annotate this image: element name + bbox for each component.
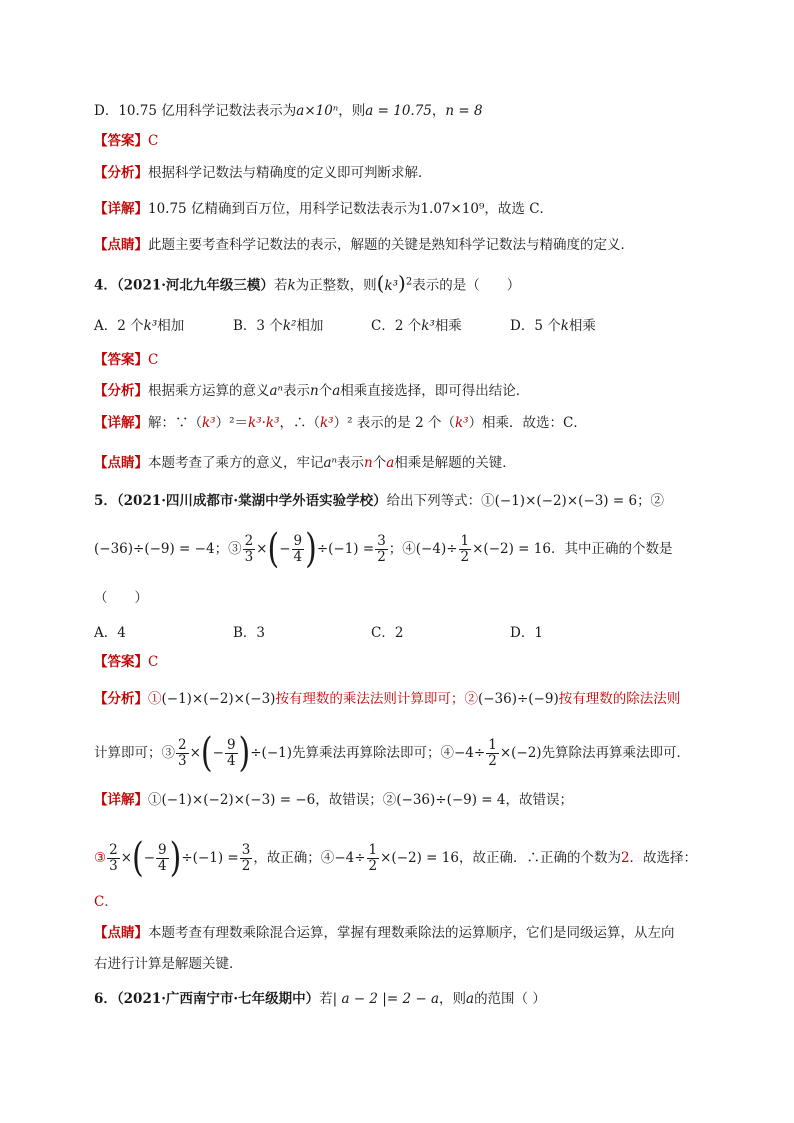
answer-value: C: [148, 133, 159, 149]
fraction-2-3: $\frac{2}{3}$: [244, 533, 254, 565]
comment-tag: 【点睛】: [94, 237, 148, 253]
fraction-3-2: $\frac{3}{2}$: [377, 533, 386, 565]
option-d-line: D．10.75 亿用科学记数法表示为a×10ⁿ，则a = 10.75，n = 8: [94, 103, 483, 119]
q5-paren: （ ）: [94, 590, 148, 606]
q5-option-b: B．3: [233, 625, 266, 641]
q4-option-a: A．2 个k³相加: [94, 318, 185, 334]
q5-analysis: 【分析】①(−1)×(−2)×(−3)按有理数的乘法法则计算即可；②(−36)÷(−9)按有理数的除法法则: [94, 691, 681, 707]
q5-answer: 【答案】C: [94, 654, 159, 670]
q4-comment: 【点睛】本题考查了乘方的意义，牢记aⁿ表示n个a相乘是解题的关键．: [94, 455, 516, 471]
q6-source: （2021·广西南宁市·七年级期中）: [116, 991, 320, 1007]
q5-heading: 5．（2021·四川成都市·棠湖中学外语实验学校）给出下列等式：①(−1)×(−2)×(−3) = 6；②: [94, 493, 665, 509]
analysis-tag: 【分析】: [94, 165, 148, 181]
q5-option-a: A．4: [94, 625, 126, 641]
q5-detail-line2: ③ $\frac{2}{3}$ ×(− $\frac{9}{4}$ )÷(−1) = $\frac{3}{2}$ ，故正确；④−4÷ $\frac{1}{2}$ ×(−2) = 16，故正确．∴正确的个数为2．故选择：: [94, 834, 698, 882]
math-a10n: a×10ⁿ: [296, 103, 339, 119]
q4-answer: 【答案】C: [94, 352, 159, 368]
q5-detail: 【详解】①(−1)×(−2)×(−3) = −6，故错误；②(−36)÷(−9) = 4，故错误；: [94, 792, 573, 808]
q4-option-b: B．3 个k²相加: [233, 318, 324, 334]
q4-heading: 4．（2021·河北九年级三模）若k为正整数，则$(k^3)^2$表示的是（ ）: [94, 270, 521, 295]
q4-detail: 【详解】解：∵（k³）²＝k³·k³，∴（k³）² 表示的是 2 个（k³）相乘．故选：C．: [94, 415, 587, 431]
q5-comment-line2: 右进行计算是解题关键．: [94, 956, 243, 972]
answer-tag: 【答案】: [94, 133, 148, 149]
q4-source: （2021·河北九年级三模）: [116, 277, 274, 294]
fraction-9-4: $\frac{9}{4}$: [293, 533, 303, 565]
q4-analysis: 【分析】根据乘方运算的意义aⁿ表示n个a相乘直接选择，即可得出结论．: [94, 383, 530, 399]
q3-answer: [94, 131, 158, 151]
q5-comment: 【点睛】本题考查有理数乘除混合运算，掌握有理数乘除法的运算顺序，它们是同级运算，从左向: [94, 925, 675, 941]
q3-analysis: 【分析】根据科学记数法与精确度的定义即可判断求解．: [94, 165, 432, 181]
fraction-1-2: $\frac{1}{2}$: [460, 533, 470, 565]
q5-option-c: C．2: [371, 625, 404, 641]
q6-heading: 6．（2021·广西南宁市·七年级期中）若| a − 2 |= 2 − a，则a的范围（ ）: [94, 991, 546, 1007]
q3-comment: 【点睛】此题主要考查科学记数法的表示，解题的关键是熟知科学记数法与精确度的定义．: [94, 237, 634, 253]
math-k3-squared: $(k^3)^2$: [376, 270, 413, 295]
q5-option-d: D．1: [510, 625, 543, 641]
q3-detail: 【详解】10.75 亿精确到百万位，用科学记数法表示为1.07×10⁹，故选 C．: [94, 201, 554, 217]
q5-detail-line3: C．: [94, 894, 118, 910]
q5-source: （2021·四川成都市·棠湖中学外语实验学校）: [116, 493, 387, 509]
detail-tag: 【详解】: [94, 201, 148, 217]
q5-heading-line2: (−36)÷(−9) = −4；③ $\frac{2}{3}$ ×(− $\frac{9}{4}$ )÷(−1) = $\frac{3}{2}$ ；④(−4)÷ $\frac{1}{2}$ ×(−2) = 16．其中正确的个数是: [94, 525, 673, 573]
q4-option-c: C．2 个k³相乘: [371, 318, 462, 334]
q5-analysis-line2: 计算即可；③ $\frac{2}{3}$ ×(− $\frac{9}{4}$ )÷(−1)先算乘法再算除法即可；④−4÷ $\frac{1}{2}$ ×(−2)先算除法再算乘法即可．: [94, 729, 691, 777]
q4-option-d: D．5 个k相乘: [510, 318, 596, 334]
